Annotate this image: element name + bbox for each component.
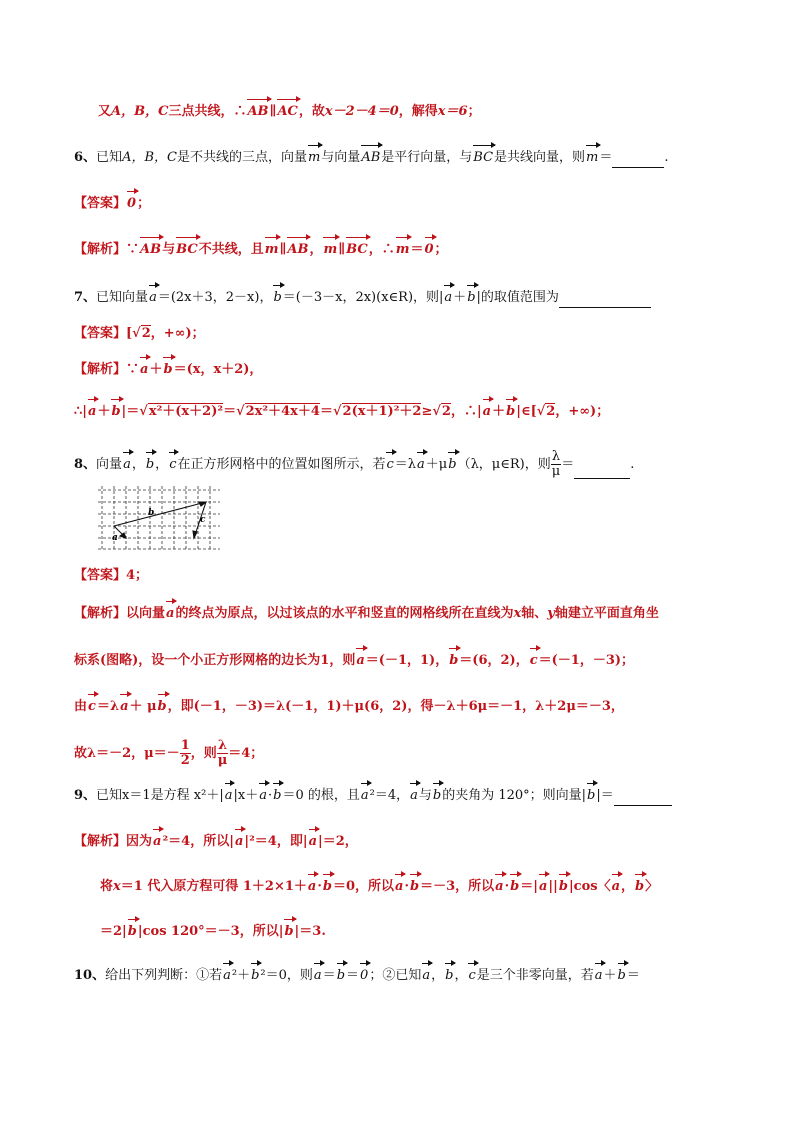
text-fragment: λ bbox=[551, 449, 561, 464]
text-fragment: ＝ bbox=[599, 150, 613, 165]
text-fragment: ＋ bbox=[149, 362, 163, 377]
text-fragment: a bbox=[538, 877, 548, 897]
text-fragment: |cos〈 bbox=[568, 879, 611, 894]
text-fragment: a bbox=[148, 288, 158, 308]
text-fragment: ＝ bbox=[410, 242, 424, 257]
text-fragment: ＝0 的根，且 bbox=[282, 788, 360, 803]
text-fragment: 在正方形网格中的位置如图所示，若 bbox=[177, 457, 386, 472]
text-fragment: b bbox=[617, 966, 627, 986]
text-fragment: . bbox=[630, 457, 635, 472]
label-b: b bbox=[148, 508, 155, 518]
text-fragment: ²＝4，所以| bbox=[162, 834, 234, 849]
text-fragment: 将 bbox=[100, 879, 114, 894]
vector-grid-figure bbox=[98, 486, 222, 550]
solution-8-line-1 bbox=[74, 604, 659, 624]
text-fragment: 轴、 bbox=[521, 606, 548, 621]
text-fragment: 【解析】 bbox=[74, 606, 127, 621]
text-fragment: |²＝4，即| bbox=[244, 834, 308, 849]
text-fragment: b bbox=[272, 288, 282, 308]
text-fragment: b bbox=[509, 877, 520, 897]
text-fragment: 2(x＋1)²＋2 bbox=[342, 404, 422, 419]
vector-a-arrowhead bbox=[120, 533, 126, 538]
text-fragment: ＝λ bbox=[394, 457, 417, 472]
text-fragment: c bbox=[467, 966, 476, 986]
text-fragment: ∥ bbox=[338, 242, 346, 257]
text-fragment: ²＋ bbox=[231, 968, 251, 983]
text-fragment: b bbox=[634, 877, 645, 897]
text-fragment: c bbox=[168, 455, 177, 475]
solution-9-line-2 bbox=[100, 877, 658, 897]
text-fragment: |＝ bbox=[596, 788, 614, 803]
text-fragment: A，B，C bbox=[111, 104, 169, 119]
text-fragment: b bbox=[157, 697, 168, 717]
text-fragment: λ bbox=[217, 738, 228, 753]
text-fragment: ＝1 代入原方程可得 1＋2×1＋ bbox=[120, 879, 307, 894]
text-fragment: b bbox=[448, 651, 459, 671]
text-fragment: |＝ bbox=[121, 404, 140, 419]
text-fragment: 2 bbox=[180, 753, 190, 768]
text-fragment: 0 bbox=[424, 240, 435, 260]
text-fragment: b bbox=[466, 288, 476, 308]
text-fragment: 以向量 bbox=[126, 606, 166, 621]
text-fragment: b bbox=[409, 877, 420, 897]
text-fragment: 4； bbox=[126, 568, 149, 583]
text-fragment: 2 bbox=[546, 404, 556, 419]
text-fragment: c bbox=[385, 455, 394, 475]
text-fragment: AB bbox=[360, 148, 381, 168]
text-fragment: b bbox=[558, 877, 569, 897]
text-fragment: b bbox=[586, 786, 596, 806]
text-fragment: ， bbox=[621, 879, 635, 894]
text-fragment: 的终点为原点，以过该点的水平和竖直的网格线所在直线为 bbox=[175, 606, 514, 621]
solution-continuation-line bbox=[98, 102, 481, 122]
solution-6 bbox=[74, 240, 448, 260]
text-fragment: ＋μ bbox=[425, 457, 448, 472]
solution-9-line-1 bbox=[74, 832, 358, 852]
text-fragment: AB bbox=[246, 102, 269, 122]
text-fragment: ＋ bbox=[492, 404, 506, 419]
solution-8-line-4 bbox=[74, 739, 263, 768]
text-fragment: 故λ＝－2，μ＝－ bbox=[74, 746, 180, 761]
text-fragment: 【答案】 bbox=[74, 326, 127, 341]
text-fragment: a bbox=[443, 288, 453, 308]
text-fragment: b bbox=[162, 360, 173, 380]
text-fragment: b bbox=[444, 966, 454, 986]
text-fragment: 【解析】 bbox=[74, 834, 127, 849]
text-fragment: a bbox=[482, 402, 492, 422]
text-fragment: x－2－4＝0 bbox=[324, 104, 399, 119]
text-fragment: 与 bbox=[162, 242, 176, 257]
text-fragment: b bbox=[127, 922, 138, 942]
solution-9-line-3 bbox=[100, 922, 326, 942]
text-fragment: · bbox=[404, 879, 409, 894]
text-fragment: b bbox=[336, 966, 346, 986]
label-c: c bbox=[200, 515, 206, 525]
text-fragment: b bbox=[432, 786, 442, 806]
text-fragment: ， bbox=[155, 457, 169, 472]
text-fragment: ＝(－1，1)， bbox=[365, 653, 449, 668]
text-fragment: |＝3. bbox=[294, 924, 326, 939]
text-fragment: 1 bbox=[180, 738, 190, 753]
solution-8-line-2 bbox=[74, 651, 634, 671]
text-fragment: |的取值范围为 bbox=[476, 290, 559, 305]
text-fragment: a bbox=[307, 877, 317, 897]
text-fragment: ∥ bbox=[279, 242, 287, 257]
text-fragment: ²＝0，则 bbox=[260, 968, 313, 983]
text-fragment: 【解析】 bbox=[74, 242, 127, 257]
text-fragment: 是三个非零向量，若 bbox=[476, 968, 594, 983]
text-fragment: b bbox=[272, 786, 282, 806]
text-fragment: a bbox=[494, 877, 504, 897]
text-fragment: 由 bbox=[74, 699, 88, 714]
answer-7: 【答案】[√2，+∞)； bbox=[74, 326, 205, 341]
question-10: 10、给出下列判断：①若a²＋b²＝0，则a＝b＝0；②已知a，b，c是三个非零向量，若a＋b＝ bbox=[74, 966, 640, 986]
text-fragment: ＝(6，2)， bbox=[459, 653, 529, 668]
text-fragment: ²＝4， bbox=[369, 788, 410, 803]
text-fragment: m bbox=[264, 240, 280, 260]
text-fragment: · bbox=[504, 879, 510, 894]
text-fragment: m bbox=[322, 240, 338, 260]
text-fragment: ＝ bbox=[322, 968, 336, 983]
text-fragment: 〉 bbox=[645, 879, 659, 894]
text-fragment: 的夹角为 120°；则向量| bbox=[442, 788, 587, 803]
text-fragment: ， bbox=[131, 457, 145, 472]
text-fragment: c bbox=[87, 697, 97, 717]
text-fragment: μ bbox=[217, 753, 228, 768]
answer-6 bbox=[74, 194, 150, 214]
text-fragment: a bbox=[139, 360, 149, 380]
text-fragment: BC bbox=[345, 240, 369, 260]
text-fragment: ∵ bbox=[126, 242, 140, 257]
text-fragment: AB bbox=[139, 240, 162, 260]
text-fragment: ＝(－3－x，2x)(x∈R)，则| bbox=[282, 290, 444, 305]
text-fragment: a bbox=[222, 966, 232, 986]
text-fragment: 是不共线的三点，向量 bbox=[176, 150, 307, 165]
text-fragment: a bbox=[409, 786, 419, 806]
text-fragment: ＝2| bbox=[100, 924, 127, 939]
text-fragment: ＝0，所以 bbox=[332, 879, 395, 894]
text-fragment: ＝－3，所以 bbox=[420, 879, 495, 894]
text-fragment: ，+∞)； bbox=[555, 404, 610, 419]
text-fragment: 【解析】 bbox=[74, 362, 127, 377]
text-fragment: ， bbox=[309, 242, 323, 257]
text-fragment: a bbox=[122, 455, 132, 475]
text-fragment: x bbox=[113, 879, 121, 894]
text-fragment: x bbox=[513, 606, 522, 621]
text-fragment: ＝(2x＋3，2－x)， bbox=[157, 290, 273, 305]
text-fragment: BC bbox=[175, 240, 199, 260]
text-fragment: 【答案】 bbox=[74, 196, 127, 211]
text-fragment: m bbox=[307, 148, 321, 168]
text-fragment: ，则 bbox=[190, 746, 217, 761]
text-fragment: ＋ bbox=[603, 968, 617, 983]
text-fragment: a bbox=[313, 966, 323, 986]
text-fragment: ∴| bbox=[74, 404, 87, 419]
text-fragment: m bbox=[395, 240, 411, 260]
text-fragment: 与 bbox=[418, 788, 432, 803]
text-fragment: 是平行向量，与 bbox=[381, 150, 473, 165]
text-fragment: ∥ bbox=[269, 104, 277, 119]
text-fragment: c bbox=[529, 651, 539, 671]
vector-c-arrowhead bbox=[193, 531, 197, 538]
text-fragment: a bbox=[224, 786, 234, 806]
text-fragment: ， bbox=[431, 968, 445, 983]
text-fragment: ＝(－1，－3)； bbox=[538, 653, 635, 668]
text-fragment: |∈[ bbox=[516, 404, 537, 419]
text-fragment: a bbox=[360, 786, 370, 806]
solution-8-line-3 bbox=[74, 697, 624, 717]
text-fragment: AB bbox=[286, 240, 309, 260]
text-fragment: ；②已知 bbox=[369, 968, 422, 983]
text-fragment: a bbox=[416, 455, 426, 475]
text-fragment: x＝6 bbox=[437, 104, 468, 119]
text-fragment: ≥ bbox=[421, 404, 433, 419]
text-fragment: BC bbox=[472, 148, 494, 168]
text-fragment: · bbox=[267, 788, 273, 803]
text-fragment: 因为 bbox=[126, 834, 153, 849]
text-fragment: 三点共线， bbox=[168, 104, 234, 119]
question-6: 6、已知A，B，C是不共线的三点，向量m与向量AB是平行向量，与BC是共线向量，则m＝ . bbox=[74, 148, 669, 168]
text-fragment: ＝ bbox=[319, 404, 333, 419]
text-fragment: μ bbox=[551, 464, 561, 479]
text-fragment: ； bbox=[467, 104, 481, 119]
text-fragment: ∴ bbox=[233, 104, 247, 119]
text-fragment: 【答案】 bbox=[74, 568, 127, 583]
text-fragment: a bbox=[119, 697, 129, 717]
text-fragment: ＝ bbox=[561, 457, 575, 472]
text-fragment: a bbox=[87, 402, 97, 422]
text-fragment: 已知向量 bbox=[96, 290, 149, 305]
text-fragment: ，+∞)； bbox=[150, 326, 205, 341]
text-fragment: ，即(－1，－3)＝λ(－1，1)＋μ(6，2)，得－λ＋6μ＝－1，λ＋2μ＝－3， bbox=[167, 699, 624, 714]
text-fragment: b bbox=[505, 402, 516, 422]
text-fragment: 是共线向量，则 bbox=[494, 150, 586, 165]
text-fragment: A，B，C bbox=[122, 150, 177, 165]
text-fragment: b bbox=[322, 877, 333, 897]
text-fragment: ，故 bbox=[298, 104, 325, 119]
text-fragment: b bbox=[145, 455, 155, 475]
text-fragment: b bbox=[250, 966, 260, 986]
text-fragment: a bbox=[594, 966, 604, 986]
text-fragment: |cos 120°＝－3，所以| bbox=[137, 924, 284, 939]
text-fragment: . bbox=[664, 150, 669, 165]
text-fragment: |＝2， bbox=[318, 834, 358, 849]
text-fragment: ，解得 bbox=[398, 104, 438, 119]
answer-8 bbox=[74, 566, 148, 586]
text-fragment: a bbox=[308, 832, 318, 852]
text-fragment: b bbox=[110, 402, 121, 422]
text-fragment: 2 bbox=[141, 326, 151, 341]
text-fragment: a bbox=[258, 786, 268, 806]
solution-7-line-2: ∴|a＋b|＝√x²＋(x＋2)²＝√2x²＋4x＋4＝√2(x＋1)²＋2≥√2，∴|a＋b|∈[√2，+∞)； bbox=[74, 402, 609, 422]
text-fragment: ， bbox=[454, 968, 468, 983]
text-fragment: a bbox=[152, 832, 162, 852]
text-fragment: a bbox=[355, 651, 365, 671]
text-fragment: ＝ bbox=[626, 968, 640, 983]
text-fragment: ，∴| bbox=[450, 404, 482, 419]
text-fragment: （λ，μ∈R)，则 bbox=[457, 457, 551, 472]
text-fragment: ＝ bbox=[346, 968, 360, 983]
text-fragment: 轴建立平面直角坐 bbox=[554, 606, 659, 621]
text-fragment: ∵ bbox=[126, 362, 140, 377]
text-fragment: ＝ bbox=[223, 404, 237, 419]
text-fragment: a bbox=[421, 966, 431, 986]
text-fragment: 标系(图略)，设一个小正方形网格的边长为1，则 bbox=[74, 653, 356, 668]
solution-7-line-1 bbox=[74, 360, 262, 380]
question-8: 8、向量a，b，c在正方形网格中的位置如图所示，若c＝λa＋μb（λ，μ∈R)，则 $\frac{\lambda}{\mu}$ ＝ . bbox=[74, 449, 635, 479]
text-fragment: · bbox=[317, 879, 322, 894]
text-fragment: 不共线，且 bbox=[198, 242, 264, 257]
question-9: 9、已知x＝1是方程 x²＋|a|x＋a·b＝0 的根，且a²＝4，a与b的夹角为 120°；则向量|b|＝ bbox=[74, 786, 672, 806]
text-fragment: ＝(x，x＋2)， bbox=[173, 362, 263, 377]
text-fragment: x²＋(x＋2)² bbox=[148, 404, 224, 419]
text-fragment: ＋ bbox=[453, 290, 467, 305]
text-fragment: a bbox=[394, 877, 404, 897]
text-fragment: ＝4； bbox=[228, 746, 264, 761]
text-fragment: 2 bbox=[441, 404, 451, 419]
vector-b bbox=[114, 502, 206, 526]
text-fragment: ＝| bbox=[520, 879, 538, 894]
text-fragment: 0 bbox=[359, 966, 369, 986]
text-fragment: 2x²＋4x＋4 bbox=[245, 404, 320, 419]
text-fragment: |x＋ bbox=[233, 788, 259, 803]
text-fragment: || bbox=[548, 879, 558, 894]
text-fragment: a bbox=[611, 877, 621, 897]
text-fragment: 又 bbox=[98, 104, 112, 119]
text-fragment: ； bbox=[434, 242, 448, 257]
text-fragment: 0 bbox=[126, 194, 137, 214]
text-fragment: [ bbox=[126, 326, 133, 341]
text-fragment: b bbox=[447, 455, 457, 475]
text-fragment: 给出下列判断：①若 bbox=[105, 968, 223, 983]
text-fragment: ； bbox=[137, 196, 151, 211]
text-fragment: y bbox=[547, 606, 555, 621]
text-fragment: AC bbox=[276, 102, 298, 122]
text-fragment: 与向量 bbox=[321, 150, 361, 165]
text-fragment: a bbox=[234, 832, 244, 852]
label-a: a bbox=[112, 533, 118, 543]
text-fragment: m bbox=[585, 148, 599, 168]
text-fragment: 已知x＝1是方程 x²＋| bbox=[96, 788, 224, 803]
text-fragment: 已知 bbox=[96, 150, 123, 165]
text-fragment: a bbox=[165, 604, 175, 624]
text-fragment: ＝λ bbox=[96, 699, 120, 714]
text-fragment: ＋ μ bbox=[129, 699, 157, 714]
text-fragment: ＋ bbox=[97, 404, 111, 419]
text-fragment: b bbox=[283, 922, 294, 942]
text-fragment: ，∴ bbox=[368, 242, 395, 257]
question-7: 7、已知向量a＝(2x＋3，2－x)，b＝(－3－x，2x)(x∈R)，则|a＋b|的取值范围为 bbox=[74, 288, 651, 308]
text-fragment: 向量 bbox=[96, 457, 123, 472]
